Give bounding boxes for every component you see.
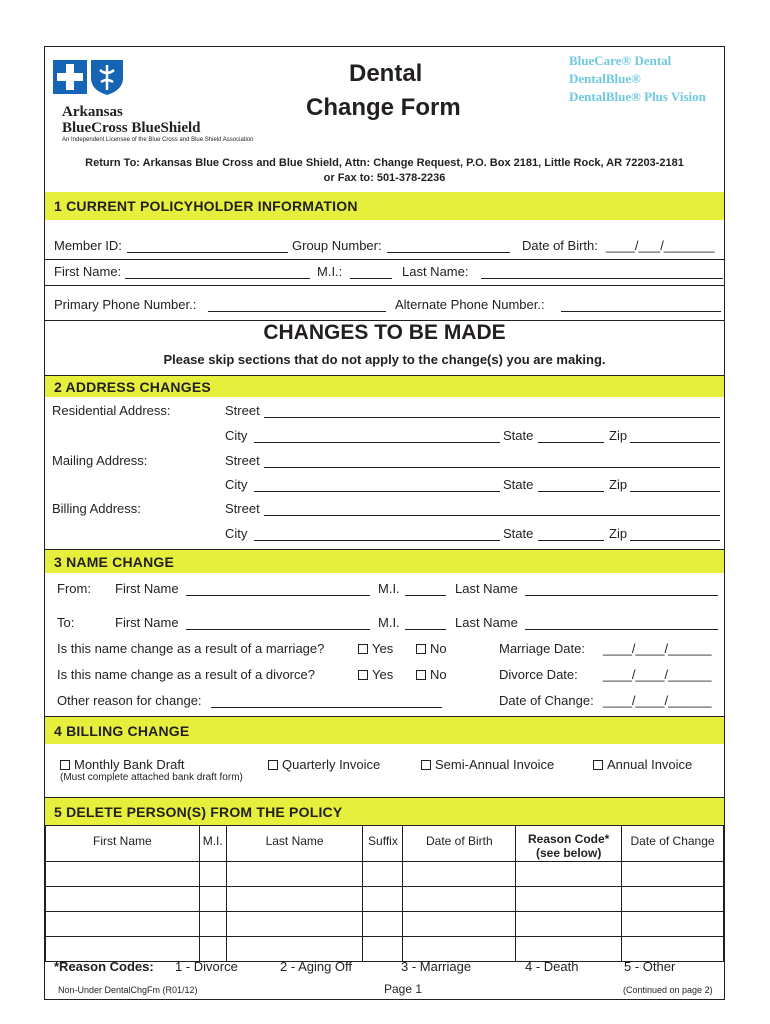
group-number-label: Group Number:: [292, 238, 382, 253]
col-first-name: First Name: [46, 826, 200, 862]
col-date-of-change: Date of Change: [622, 826, 724, 862]
marriage-date-field[interactable]: ____/____/______: [603, 641, 712, 656]
monthly-bank-draft-note: (Must complete attached bank draft form): [60, 772, 243, 783]
residential-state-label: State: [503, 428, 534, 443]
form-id: Non-Under DentalChgFm (R01/12): [58, 985, 198, 995]
delete-persons-table: [45, 825, 724, 962]
billing-city-label: City: [225, 526, 248, 541]
table-row: [46, 937, 724, 962]
billing-street-label: Street: [225, 501, 260, 516]
billing-state-field[interactable]: [538, 540, 604, 541]
reason-codes-label: *Reason Codes:: [54, 959, 154, 974]
to-mi-field[interactable]: [405, 629, 446, 630]
to-last-name-field[interactable]: [525, 629, 718, 630]
table-row: [46, 862, 724, 887]
monthly-bank-draft-checkbox[interactable]: Monthly Bank Draft: [60, 757, 185, 772]
residential-city-label: City: [225, 428, 248, 443]
annual-invoice-checkbox[interactable]: Annual Invoice: [593, 757, 692, 772]
divorce-date-label: Divorce Date:: [499, 667, 578, 682]
mailing-state-field[interactable]: [538, 491, 604, 492]
divorce-question: Is this name change as a result of a divorce?: [57, 667, 315, 682]
alt-phone-field[interactable]: [561, 311, 721, 312]
mi-field[interactable]: [350, 278, 392, 279]
member-id-field[interactable]: [127, 252, 288, 253]
table-row: [46, 912, 724, 937]
section2-heading: 2 ADDRESS CHANGES: [45, 375, 724, 397]
mailing-street-field[interactable]: [264, 467, 720, 468]
marriage-question: Is this name change as a result of a marriage?: [57, 641, 325, 656]
reason-code-1: 1 - Divorce: [175, 959, 238, 974]
reason-code-3: 3 - Marriage: [401, 959, 472, 974]
date-of-change-label: Date of Change:: [499, 693, 594, 708]
billing-city-field[interactable]: [254, 540, 500, 541]
billing-zip-field[interactable]: [630, 540, 720, 541]
col-reason-code: Reason Code* (see below): [516, 826, 622, 862]
product-bluecare-dental: BlueCare® Dental: [569, 53, 672, 68]
to-first-name-field[interactable]: [186, 629, 370, 630]
divorce-date-field[interactable]: ____/____/______: [603, 667, 712, 682]
marriage-date-label: Marriage Date:: [499, 641, 585, 656]
table-row: [46, 887, 724, 912]
page-number: Page 1: [384, 982, 423, 996]
billing-street-field[interactable]: [264, 515, 720, 516]
primary-phone-field[interactable]: [208, 311, 386, 312]
mailing-state-label: State: [503, 477, 534, 492]
from-first-name-label: First Name: [115, 581, 179, 596]
to-label: To:: [57, 615, 75, 630]
from-label: From:: [57, 581, 91, 596]
from-mi-field[interactable]: [405, 595, 446, 596]
last-name-label: Last Name:: [402, 264, 469, 279]
dob-label: Date of Birth:: [522, 238, 598, 253]
mailing-zip-field[interactable]: [630, 491, 720, 492]
brand-name-line2: BlueCross BlueShield: [62, 120, 201, 136]
primary-phone-label: Primary Phone Number.:: [54, 297, 197, 312]
first-name-label: First Name:: [54, 264, 122, 279]
last-name-field[interactable]: [481, 278, 723, 279]
row-divider: [45, 285, 724, 286]
row-divider: [45, 259, 724, 260]
from-last-name-field[interactable]: [525, 595, 718, 596]
mailing-city-field[interactable]: [254, 491, 500, 492]
semi-annual-invoice-checkbox[interactable]: Semi-Annual Invoice: [421, 757, 554, 772]
mailing-address-label: Mailing Address:: [52, 453, 148, 468]
to-first-name-label: First Name: [115, 615, 179, 630]
table-header-row: [46, 826, 724, 862]
col-last-name: Last Name: [226, 826, 363, 862]
divorce-yes-checkbox[interactable]: Yes: [358, 667, 393, 682]
residential-city-field[interactable]: [254, 442, 500, 443]
section1-heading: 1 CURRENT POLICYHOLDER INFORMATION: [45, 192, 724, 220]
billing-zip-label: Zip: [609, 526, 628, 541]
marriage-yes-checkbox[interactable]: Yes: [358, 641, 393, 656]
quarterly-invoice-checkbox[interactable]: Quarterly Invoice: [268, 757, 380, 772]
dob-field[interactable]: ____/___/_______: [606, 238, 715, 253]
residential-state-field[interactable]: [538, 442, 604, 443]
from-last-name-label: Last Name: [455, 581, 518, 596]
continued-note: (Continued on page 2): [623, 985, 713, 995]
reason-code-4: 4 - Death: [525, 959, 579, 974]
col-mi: M.I.: [199, 826, 226, 862]
form-title-line1: Dental: [349, 60, 423, 87]
from-first-name-field[interactable]: [186, 595, 370, 596]
member-id-label: Member ID:: [54, 238, 122, 253]
other-reason-field[interactable]: [211, 707, 442, 708]
mailing-zip-label: Zip: [609, 477, 628, 492]
product-dentalblue-plus-vision: DentalBlue® Plus Vision: [569, 89, 706, 104]
to-mi-label: M.I.: [378, 615, 400, 630]
billing-state-label: State: [503, 526, 534, 541]
first-name-field[interactable]: [125, 278, 310, 279]
marriage-no-checkbox[interactable]: No: [416, 641, 447, 656]
reason-code-5: 5 - Other: [624, 959, 676, 974]
licensee-note: An Independent Licensee of the Blue Cross and Blue Shield Association: [62, 137, 254, 143]
to-last-name-label: Last Name: [455, 615, 518, 630]
return-address: Return To: Arkansas Blue Cross and Blue Shield, Attn: Change Request, P.O. Box 2181, Little Rock, AR 72203-2181: [85, 157, 684, 169]
residential-zip-field[interactable]: [630, 442, 720, 443]
col-date-of-birth: Date of Birth: [403, 826, 516, 862]
residential-street-label: Street: [225, 403, 260, 418]
form-title-line2: Change Form: [306, 94, 461, 121]
residential-street-field[interactable]: [264, 417, 720, 418]
section5-heading: 5 DELETE PERSON(S) FROM THE POLICY: [45, 797, 724, 825]
changes-instruction: Please skip sections that do not apply to the change(s) you are making.: [163, 352, 606, 367]
blue-cross-logo-icon: [53, 58, 125, 101]
fax-number: or Fax to: 501-378-2236: [323, 172, 446, 184]
date-of-change-field[interactable]: ____/____/______: [603, 693, 712, 708]
product-dentalblue: DentalBlue®: [569, 71, 641, 86]
section4-heading: 4 BILLING CHANGE: [45, 716, 724, 744]
other-reason-label: Other reason for change:: [57, 693, 202, 708]
mailing-street-label: Street: [225, 453, 260, 468]
group-number-field[interactable]: [387, 252, 510, 253]
mailing-city-label: City: [225, 477, 248, 492]
reason-code-2: 2 - Aging Off: [280, 959, 353, 974]
col-suffix: Suffix: [363, 826, 403, 862]
billing-address-label: Billing Address:: [52, 501, 141, 516]
residential-address-label: Residential Address:: [52, 403, 171, 418]
section3-heading: 3 NAME CHANGE: [45, 549, 724, 573]
brand-name-line1: Arkansas: [62, 104, 123, 120]
changes-heading: CHANGES TO BE MADE: [263, 321, 506, 344]
alt-phone-label: Alternate Phone Number.:: [395, 297, 545, 312]
divorce-no-checkbox[interactable]: No: [416, 667, 447, 682]
from-mi-label: M.I.: [378, 581, 400, 596]
mi-label: M.I.:: [317, 264, 343, 279]
residential-zip-label: Zip: [609, 428, 628, 443]
